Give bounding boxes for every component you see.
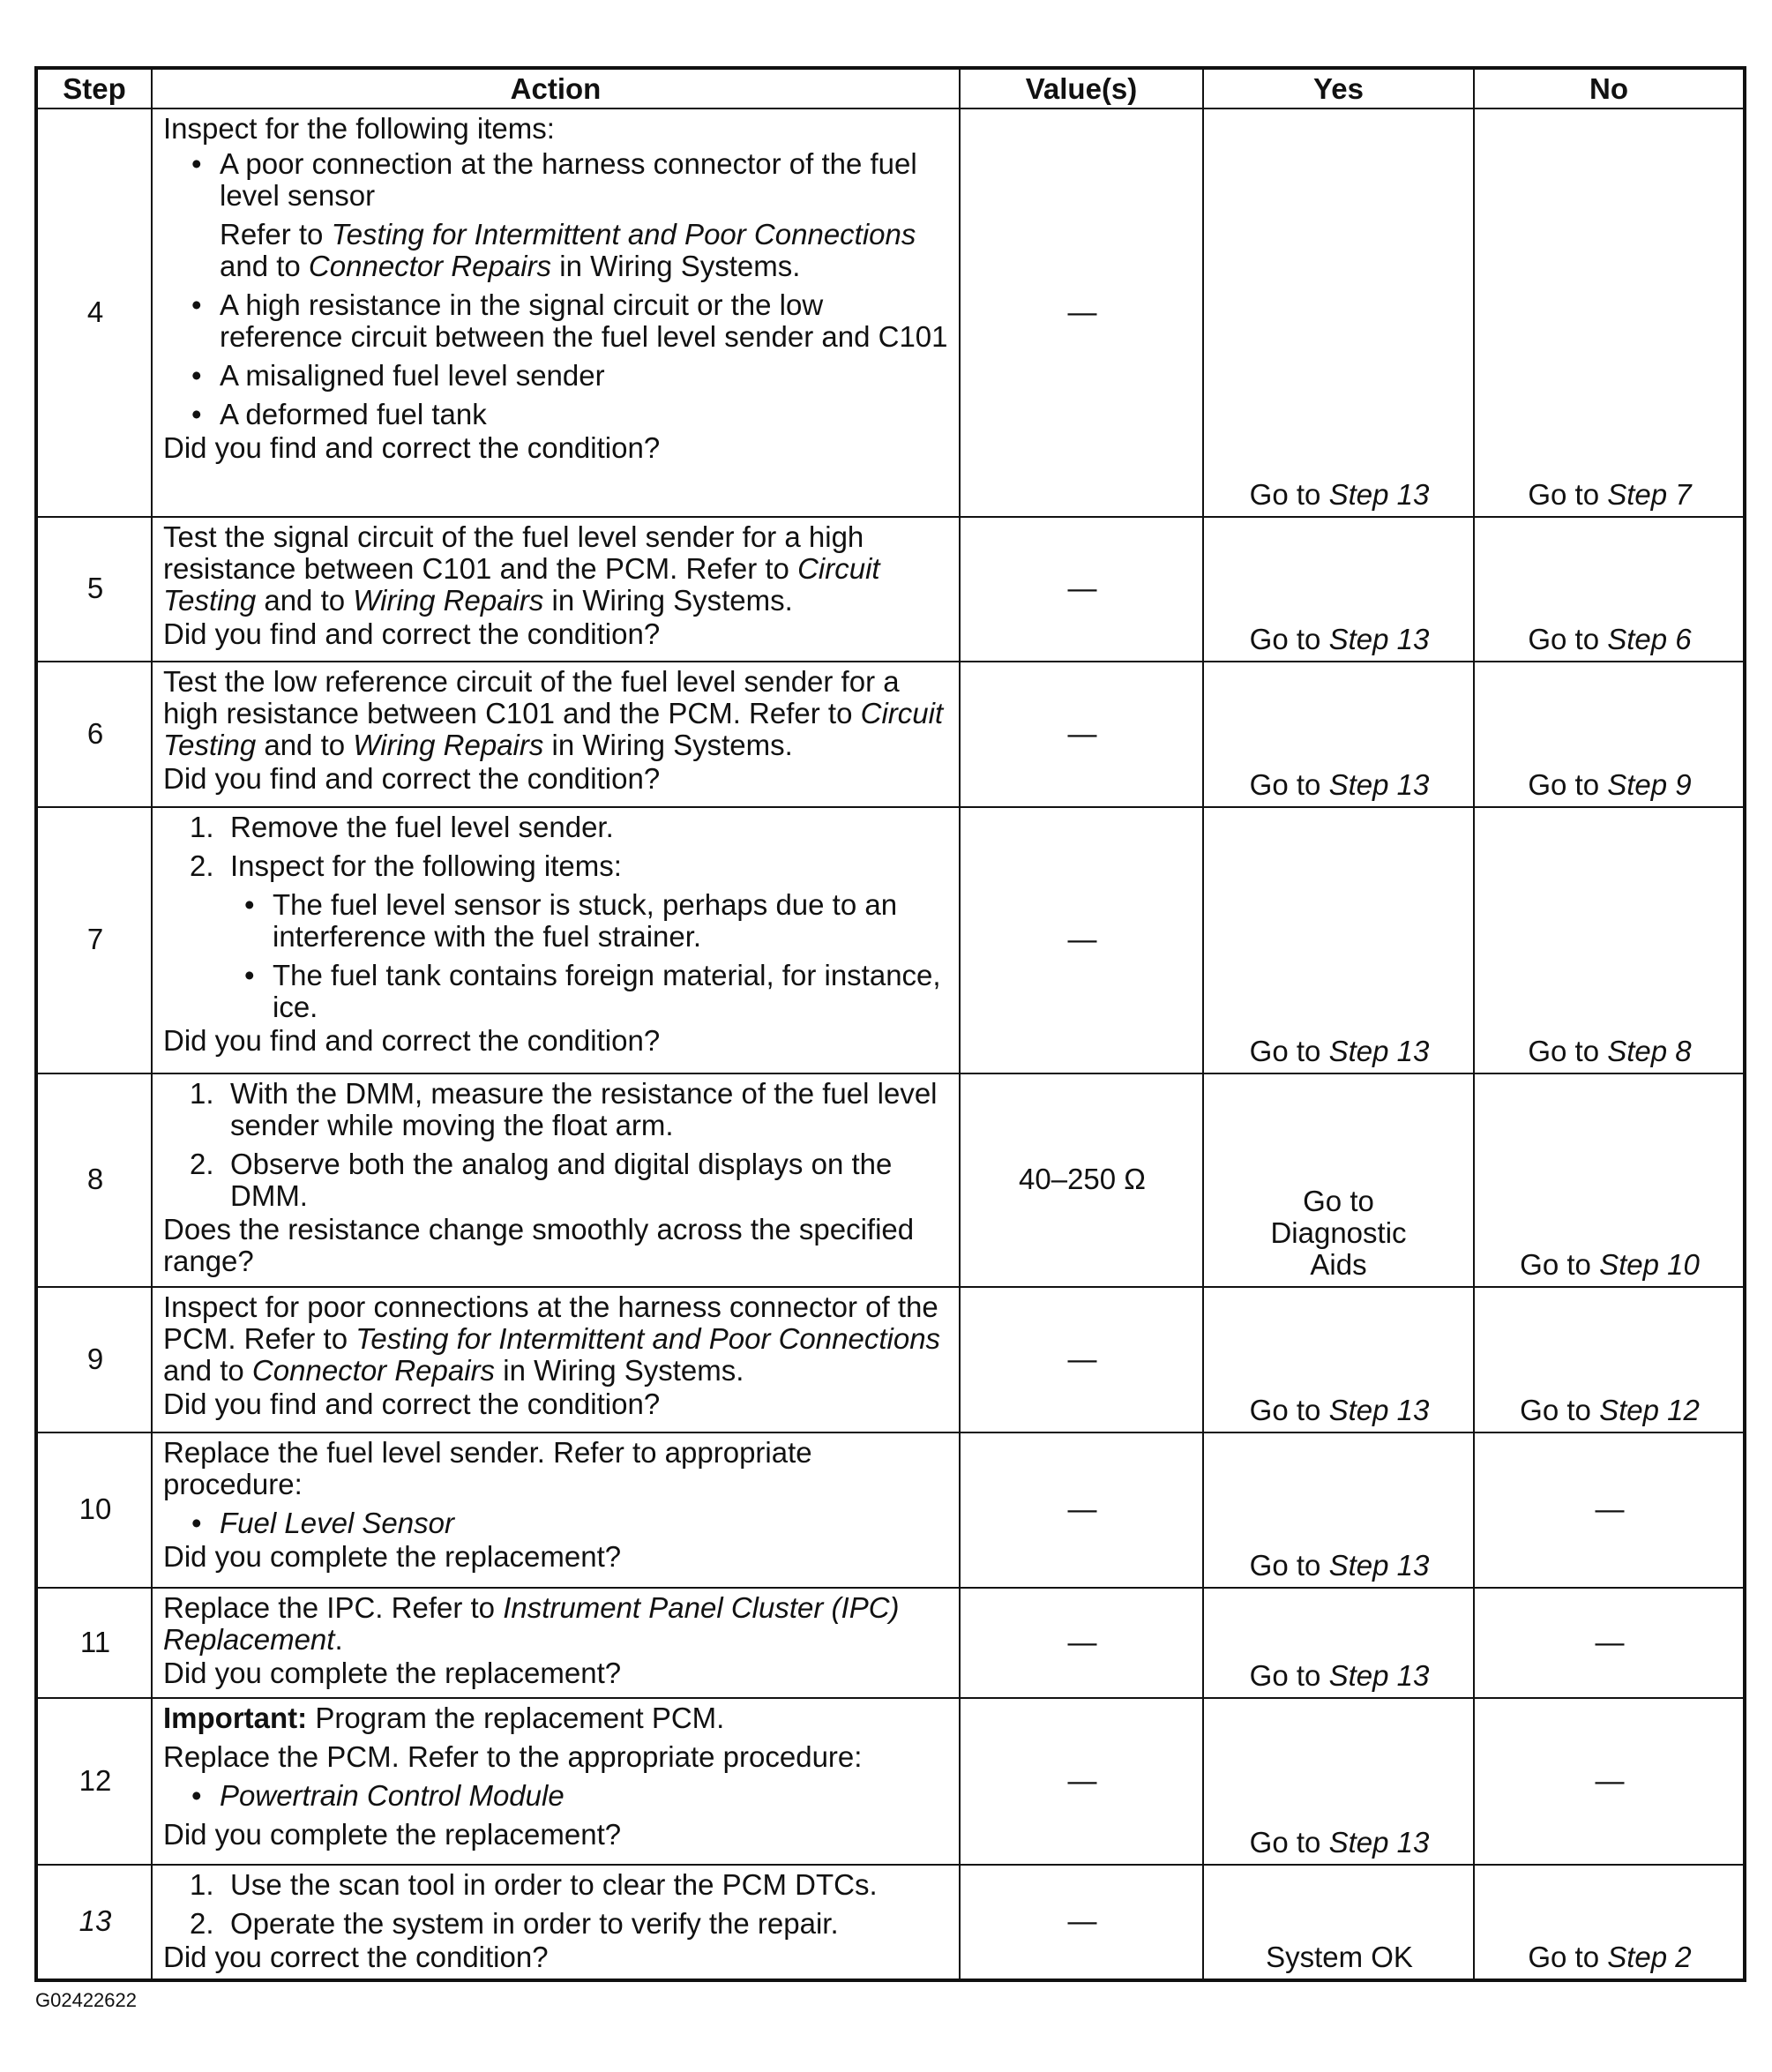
bullet-item: • A high resistance in the signal circuit or the low reference circuit between the fuel level sender and C101 xyxy=(163,289,950,353)
numbered-step: 1. Remove the fuel level sender. xyxy=(190,811,614,843)
value-cell: 40–250 Ω xyxy=(960,1073,1203,1287)
action-text: Replace the PCM. Refer to the appropriate procedure: xyxy=(163,1740,863,1773)
action-cell xyxy=(152,1432,960,1588)
header-row xyxy=(36,68,1745,108)
step-number: 12 xyxy=(36,1698,152,1865)
action-question: Does the resistance change smoothly across the specified range? xyxy=(163,1213,915,1277)
action-question: Did you complete the replacement? xyxy=(163,1818,622,1851)
value-cell: — xyxy=(960,1865,1203,1980)
header-no: No xyxy=(1474,68,1745,108)
action-question: Did you complete the replacement? xyxy=(163,1657,622,1689)
header-values: Value(s) xyxy=(960,68,1203,108)
action-question: Did you find and correct the condition? xyxy=(163,431,661,464)
bullet-item: • Fuel Level Sensor xyxy=(163,1507,950,1539)
action-text: Test the signal circuit of the fuel level sender for a high resistance between C101 and the PCM. Refer to Circuit Testing and to Wiring Repairs in Wiring Systems. xyxy=(163,520,880,617)
value-cell: — xyxy=(960,1432,1203,1588)
table-row xyxy=(36,1287,1745,1432)
step-number: 8 xyxy=(36,1073,152,1287)
no-cell: — xyxy=(1474,1588,1745,1698)
no-cell: Go to Step 10 xyxy=(1474,1073,1745,1287)
numbered-step: 2. Inspect for the following items: xyxy=(190,849,622,882)
yes-cell: Go to Step 13 xyxy=(1203,108,1474,517)
action-cell xyxy=(152,1865,960,1980)
no-cell: — xyxy=(1474,1432,1745,1588)
yes-cell: Go to Step 13 xyxy=(1203,807,1474,1073)
step-number: 11 xyxy=(36,1588,152,1698)
action-question: Did you find and correct the condition? xyxy=(163,1388,661,1420)
table-row xyxy=(36,1432,1745,1588)
yes-cell: Go to Step 13 xyxy=(1203,517,1474,662)
step-number: 10 xyxy=(36,1432,152,1588)
no-cell: Go to Step 9 xyxy=(1474,662,1745,807)
action-question: Did you find and correct the condition? xyxy=(163,762,661,795)
bullet-item: • Powertrain Control Module xyxy=(163,1780,950,1812)
no-cell: Go to Step 2 xyxy=(1474,1865,1745,1980)
action-text: Replace the fuel level sender. Refer to appropriate procedure: xyxy=(163,1436,812,1500)
step-number: 7 xyxy=(36,807,152,1073)
numbered-step: 2. Observe both the analog and digital displays on the DMM. xyxy=(190,1148,893,1212)
action-cell xyxy=(152,1698,960,1865)
step-number: 9 xyxy=(36,1287,152,1432)
table-row xyxy=(36,1698,1745,1865)
table-row xyxy=(36,662,1745,807)
no-cell: Go to Step 6 xyxy=(1474,517,1745,662)
no-cell: — xyxy=(1474,1698,1745,1865)
table-row xyxy=(36,807,1745,1073)
table-row xyxy=(36,1588,1745,1698)
action-text: Replace the IPC. Refer to Instrument Panel Cluster (IPC) Replacement. xyxy=(163,1591,900,1656)
no-cell: Go to Step 8 xyxy=(1474,807,1745,1073)
action-question: Did you find and correct the condition? xyxy=(163,617,661,650)
numbered-step: 1. Use the scan tool in order to clear the PCM DTCs. xyxy=(190,1868,878,1901)
value-cell: — xyxy=(960,108,1203,517)
action-question: Did you complete the replacement? xyxy=(163,1540,622,1573)
yes-cell: Go to Step 13 xyxy=(1203,1588,1474,1698)
step-number: 5 xyxy=(36,517,152,662)
header-action: Action xyxy=(152,68,960,108)
header-step: Step xyxy=(36,68,152,108)
action-cell xyxy=(152,108,960,517)
step-number: 6 xyxy=(36,662,152,807)
value-cell: — xyxy=(960,517,1203,662)
yes-cell: Go to Step 13 xyxy=(1203,1698,1474,1865)
action-cell xyxy=(152,807,960,1073)
figure-id: G02422622 xyxy=(35,1989,137,2011)
action-question: Did you correct the condition? xyxy=(163,1941,549,1973)
yes-cell: Go to Step 13 xyxy=(1203,1432,1474,1588)
yes-cell: Go to Step 13 xyxy=(1203,662,1474,807)
table-row xyxy=(36,1865,1745,1980)
step-number: 13 xyxy=(36,1865,152,1980)
bullet-item: • The fuel tank contains foreign material, for instance, ice. xyxy=(163,960,950,1023)
action-cell xyxy=(152,662,960,807)
action-intro: Inspect for the following items: xyxy=(163,112,555,145)
value-cell: — xyxy=(960,662,1203,807)
numbered-step: 2. Operate the system in order to verify the repair. xyxy=(190,1907,839,1940)
bullet-item: • A misaligned fuel level sender xyxy=(163,360,950,392)
bullet-item: • A deformed fuel tank xyxy=(163,399,950,430)
value-cell: — xyxy=(960,1588,1203,1698)
action-text: Test the low reference circuit of the fuel level sender for a high resistance between C101 and the PCM. Refer to Circuit Testing and to Wiring Repairs in Wiring Systems. xyxy=(163,665,944,761)
bullet-item: • A poor connection at the harness connector of the fuel level sensor xyxy=(163,148,950,212)
table-row xyxy=(36,108,1745,517)
table-row xyxy=(36,1073,1745,1287)
value-cell: — xyxy=(960,807,1203,1073)
action-cell xyxy=(152,517,960,662)
value-cell: — xyxy=(960,1287,1203,1432)
step-number: 4 xyxy=(36,108,152,517)
header-yes: Yes xyxy=(1203,68,1474,108)
action-cell xyxy=(152,1073,960,1287)
important-note: Important: Program the replacement PCM. xyxy=(163,1702,725,1734)
diagnostic-table xyxy=(34,66,1746,1982)
action-text: Inspect for poor connections at the harness connector of the PCM. Refer to Testing for Intermittent and Poor Connections and to Connector Repairs in Wiring Systems. xyxy=(163,1290,941,1387)
bullet-item: • The fuel level sensor is stuck, perhaps due to an interference with the fuel strainer. xyxy=(163,889,950,953)
action-question: Did you find and correct the condition? xyxy=(163,1024,661,1057)
value-cell: — xyxy=(960,1698,1203,1865)
yes-cell: System OK xyxy=(1203,1865,1474,1980)
yes-cell: Go to Step 13 xyxy=(1203,1287,1474,1432)
numbered-step: 1. With the DMM, measure the resistance of the fuel level sender while moving the float arm. xyxy=(190,1077,938,1141)
table-row xyxy=(36,517,1745,662)
no-cell: Go to Step 12 xyxy=(1474,1287,1745,1432)
no-cell: Go to Step 7 xyxy=(1474,108,1745,517)
action-cell xyxy=(152,1588,960,1698)
reference-note: Refer to Testing for Intermittent and Poor Connections and to Connector Repairs in Wiring Systems. xyxy=(220,218,916,282)
yes-cell: Go to Diagnostic Aids xyxy=(1203,1073,1474,1287)
action-cell xyxy=(152,1287,960,1432)
